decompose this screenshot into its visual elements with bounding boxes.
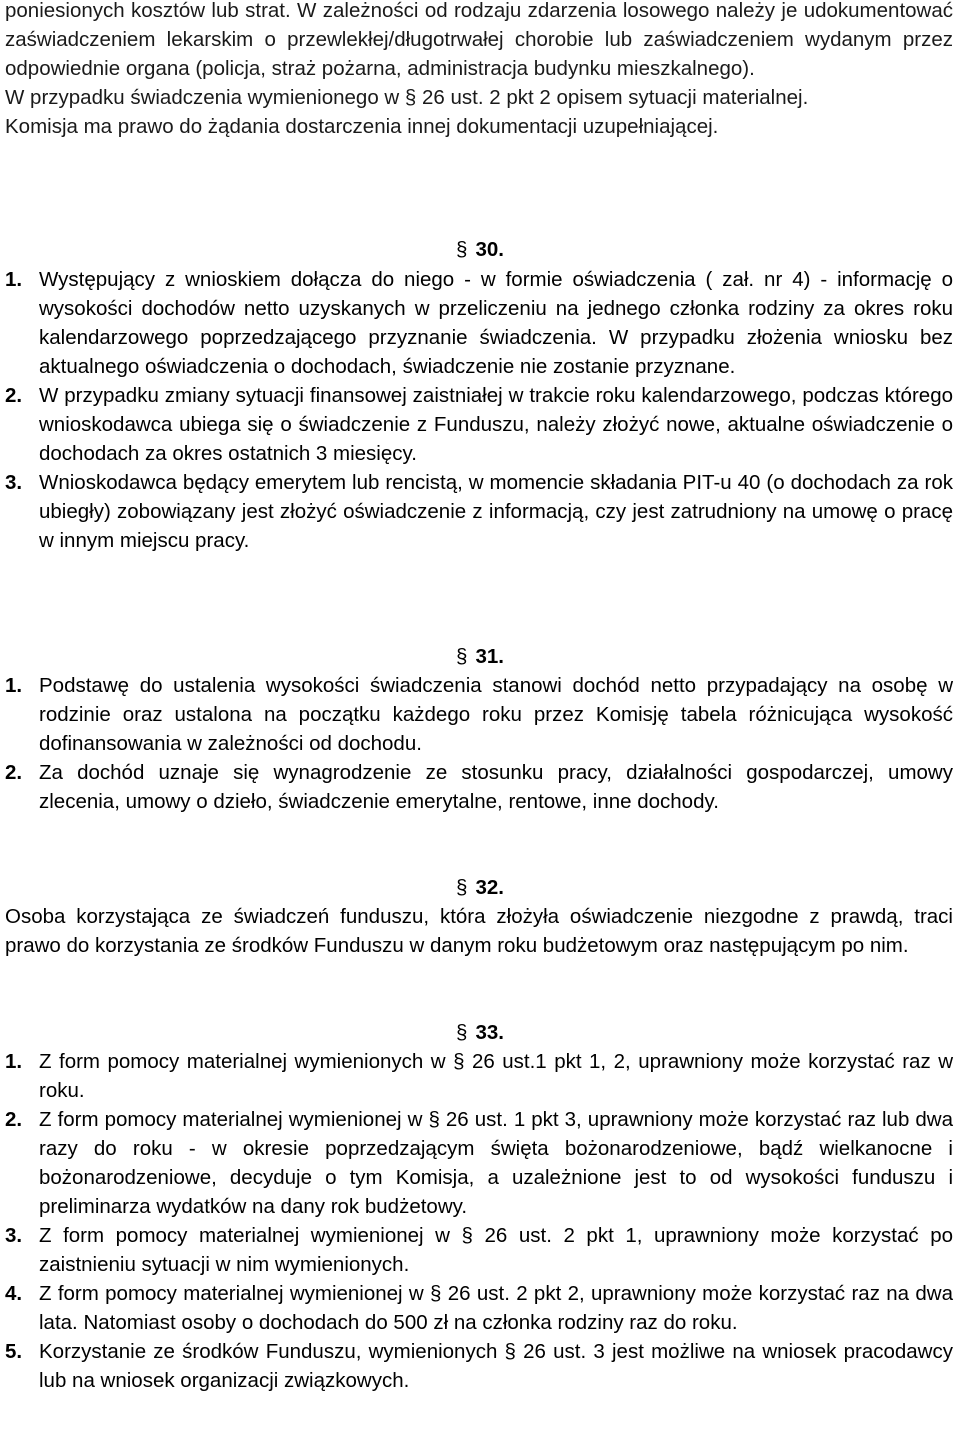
section-heading-32 (0, 873, 960, 902)
item-number: 2. (5, 1108, 23, 1131)
section-number: 31. (475, 645, 504, 668)
list-item (5, 381, 953, 468)
item-text: Wnioskodawca będący emerytem lub rencistą, w momencie składania PIT-u 40 (o dochodach za rok ubiegły) zobowiązany jest złożyć oświadczenie z informacją, czy jest zatrudniony na umowę o pracę w innym miejscu pracy. (39, 471, 953, 552)
list-item (5, 1047, 953, 1105)
item-text: Z form pomocy materialnej wymienionych w § 26 ust.1 pkt 1, 2, uprawniony może korzystać raz w roku. (39, 1050, 953, 1102)
list-item (5, 1337, 953, 1395)
section-heading-33 (0, 1018, 960, 1047)
item-number: 3. (5, 471, 23, 494)
list-item (5, 671, 953, 758)
section-32-paragraph: Osoba korzystająca ze świadczeń funduszu, która złożyła oświadczenie niezgodne z prawdą, traci prawo do korzystania ze środków Funduszu w danym roku budżetowym oraz następującym po nim. (5, 905, 953, 957)
intro-paragraph-1: poniesionych kosztów lub strat. W zależności od rodzaju zdarzenia losowego należy je udokumentować zaświadczeniem lekarskim o przewlekłej/długotrwałej chorobie lub zaświadczeniem wydanym przez odpowiednie organa (policja, straż pożarna, administracja budynku mieszkalnego). (5, 0, 953, 80)
list-item (5, 468, 953, 555)
section-30-list (5, 265, 953, 555)
section-31-list (5, 671, 953, 816)
list-item (5, 265, 953, 381)
section-number: 30. (475, 238, 504, 261)
item-number: 1. (5, 268, 23, 291)
paragraph-symbol: § (456, 876, 468, 899)
section-number: 32. (475, 876, 504, 899)
item-text: Korzystanie ze środków Funduszu, wymienionych § 26 ust. 3 jest możliwe na wniosek pracodawcy lub na wniosek organizacji związkowych. (39, 1340, 953, 1392)
item-number: 3. (5, 1224, 23, 1247)
list-item (5, 758, 953, 816)
section-heading-31 (0, 642, 960, 671)
paragraph-symbol: § (456, 1021, 468, 1044)
item-number: 1. (5, 1050, 23, 1073)
item-text: W przypadku zmiany sytuacji finansowej zaistniałej w trakcie roku kalendarzowego, podczas którego wnioskodawca ubiega się o świadczenie z Funduszu, należy złożyć nowe, aktualne oświadczenie o dochodach za okres ostatnich 3 miesięcy. (39, 384, 953, 465)
section-number: 33. (475, 1021, 504, 1044)
item-number: 5. (5, 1340, 23, 1363)
item-number: 2. (5, 761, 23, 784)
list-item (5, 1279, 953, 1337)
paragraph-symbol: § (456, 238, 468, 261)
item-text: Za dochód uznaje się wynagrodzenie ze stosunku pracy, działalności gospodarczej, umowy zlecenia, umowy o dzieło, świadczenie emerytalne, rentowe, inne dochody. (39, 761, 953, 813)
list-item (5, 1221, 953, 1279)
section-33-list (5, 1047, 953, 1395)
item-text: Występujący z wnioskiem dołącza do niego - w formie oświadczenia ( zał. nr 4) - informację o wysokości dochodów netto uzyskanych w przeliczeniu na jednego członka rodziny za okres roku kalendarzowego poprzedzającego przyznanie świadczenia. W przypadku złożenia wniosku bez aktualnego oświadczenia o dochodach, świadczenie nie zostanie przyznane. (39, 268, 953, 378)
item-number: 1. (5, 674, 23, 697)
item-text: Z form pomocy materialnej wymienionej w § 26 ust. 1 pkt 3, uprawniony może korzystać raz lub dwa razy do roku - w okresie poprzedzającym święta bożonarodzeniowe, bądź wielkanocne i bożonarodzeniowe, decyduje o tym Komisja, a uzależnione jest to od wysokości funduszu i preliminarza wydatków na dany rok budżetowy. (39, 1108, 953, 1218)
section-heading-30 (0, 235, 960, 264)
item-text: Z form pomocy materialnej wymienionej w § 26 ust. 2 pkt 1, uprawniony może korzystać po zaistnieniu sytuacji w nim wymienionych. (39, 1224, 953, 1276)
item-text: Podstawę do ustalenia wysokości świadczenia stanowi dochód netto przypadający na osobę w rodzinie oraz ustalona na początku każdego roku przez Komisję tabela różnicująca wysokość dofinansowania w zależności od dochodu. (39, 674, 953, 755)
item-number: 2. (5, 384, 23, 407)
item-text: Z form pomocy materialnej wymienionej w § 26 ust. 2 pkt 2, uprawniony może korzystać raz na dwa lata. Natomiast osoby o dochodach do 500 zł na członka rodziny raz do roku. (39, 1282, 953, 1334)
paragraph-symbol: § (456, 645, 468, 668)
intro-text (5, 0, 953, 141)
list-item (5, 1105, 953, 1221)
item-number: 4. (5, 1282, 23, 1305)
intro-paragraph-3: Komisja ma prawo do żądania dostarczenia innej dokumentacji uzupełniającej. (5, 115, 719, 138)
intro-paragraph-2: W przypadku świadczenia wymienionego w § 26 ust. 2 pkt 2 opisem sytuacji materialnej. (5, 86, 809, 109)
